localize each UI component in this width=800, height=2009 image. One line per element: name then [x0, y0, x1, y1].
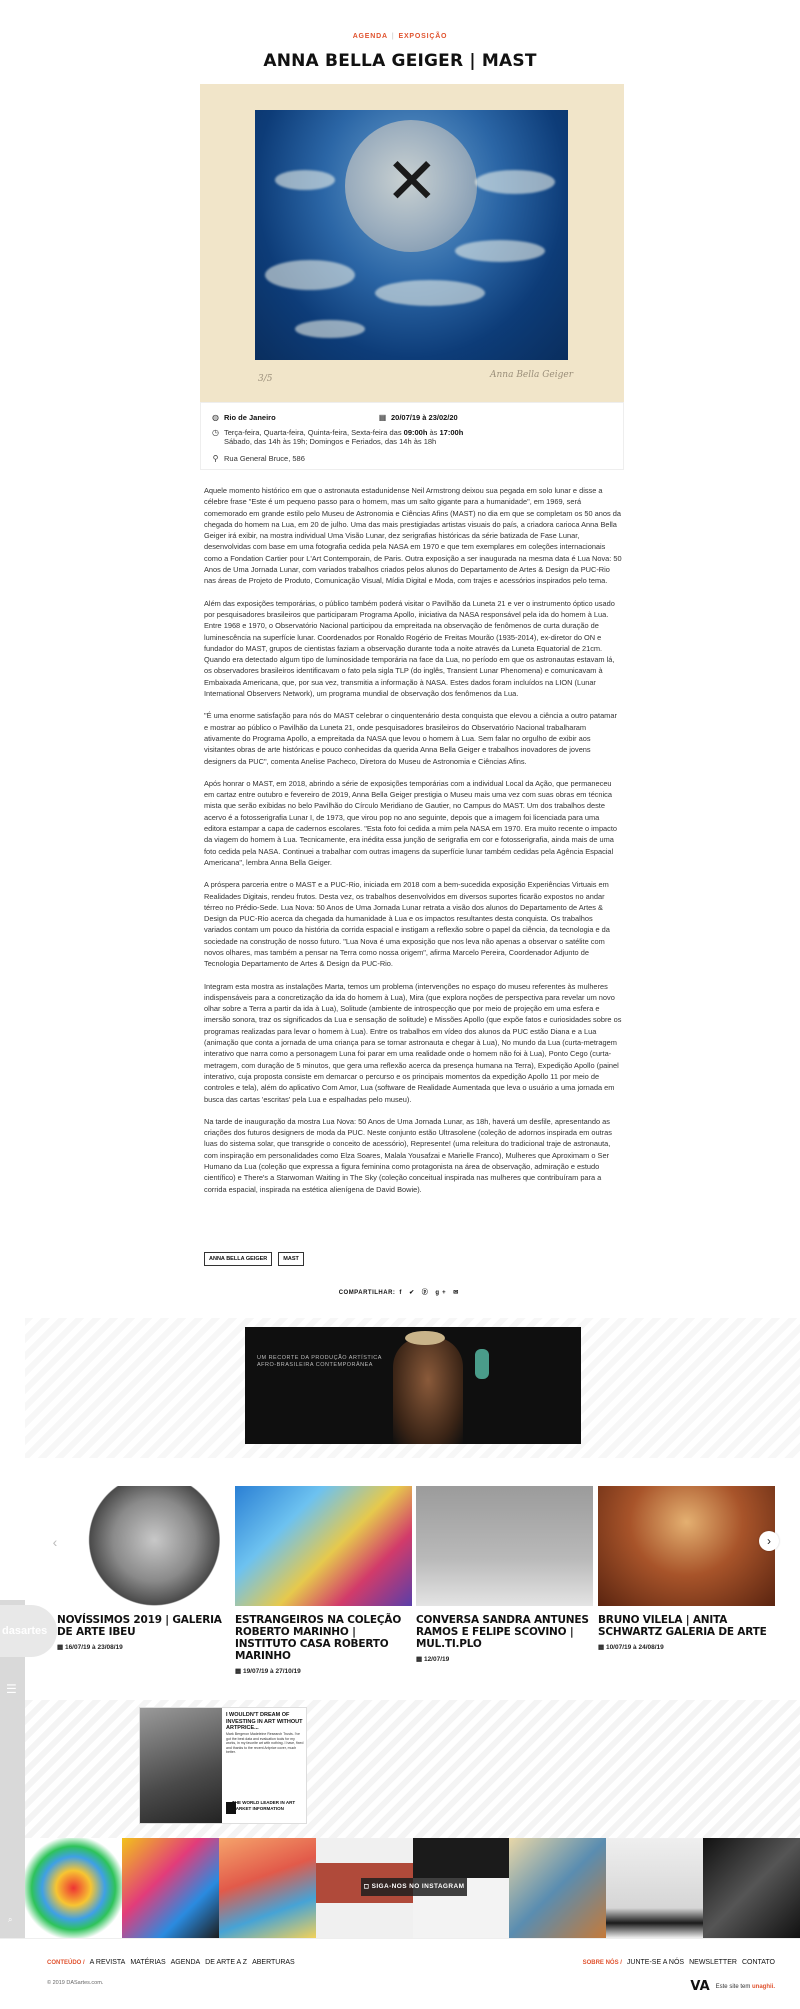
address-text: Rua General Bruce, 586 — [224, 454, 305, 463]
copyright: © 2019 DASartes.com. — [47, 1980, 104, 1986]
category-exposicao[interactable]: EXPOSIÇÃO — [398, 33, 448, 40]
instagram-post[interactable] — [703, 1838, 800, 1938]
footer-link-revista[interactable]: A REVISTA — [89, 1959, 126, 1966]
instagram-post[interactable] — [509, 1838, 606, 1938]
x-mark: ✕ — [385, 145, 439, 219]
artprice-ad-blurb: Mark Bergeron Madeleine Research Trusts. I've got the best data and evaluation tools for my works, in my favorite art with nothing. I have, fixed and thanks to the recent Artprice cover, much better. — [226, 1732, 304, 1755]
footer-link-aberturas[interactable]: ABERTURAS — [252, 1959, 295, 1966]
calendar-icon: ▦ — [57, 1644, 65, 1651]
made-by — [690, 1979, 775, 1994]
artwork-print — [255, 110, 568, 360]
instagram-post[interactable] — [25, 1838, 122, 1938]
edition-mark: 3/5 — [258, 374, 273, 384]
footer-link-materias[interactable]: MATÉRIAS — [130, 1959, 166, 1966]
instagram-post[interactable] — [219, 1838, 316, 1938]
related-card[interactable] — [235, 1486, 412, 1675]
banner-ad[interactable] — [245, 1327, 581, 1444]
article-body — [204, 485, 622, 1206]
hero-artwork — [200, 84, 624, 402]
related-card-date: ▦ 19/07/19 à 27/10/19 — [235, 1668, 301, 1675]
related-card-date: ▦ 16/07/19 à 23/08/19 — [57, 1644, 123, 1651]
paragraph: Além das exposições temporárias, o público também poderá visitar o Pavilhão da Luneta 21 e ver o instrumento óptico usado por pesquisadores brasileiros que participaram Programa Apollo, iniciativa da NASA responsável pela ida do homem à Lua. Entre 1968 e 1970, o Observatório Nacional participou da empreitada na observação de fenômenos de curta duração de luminescência na superfície lunar. Coordenados por Ronaldo Rogério de Freitas Mourão (1935-2014), ex-diretor do ON e fundador do MAST, grupos de cientistas faziam a observação durante toda a noite através da Luneta Equatorial de 21cm. Quando era detectado algum tipo de luminosidade temporária na face da Lua, no período em que os astronautas estavam lá, os observadores brasileiros identificavam o fato pela sigla TLP (do inglês, Transient Lunar Phenomena) e comunicavam à Embaixada Americana, que, por sua vez, transmitia a informação à NASA. Estes dados foram incluídos na LION (Lunar International Observers Network), um programa mundial de observação dos fenômenos da Lua. — [204, 598, 615, 699]
share-bar — [0, 1287, 800, 1296]
ad-text-line2: AFRO-BRASILEIRA CONTEMPORÂNEA — [257, 1362, 373, 1368]
category-separator: | — [391, 33, 395, 40]
hours-weekdays: Terça-feira, Quarta-feira, Quinta-feira, Sexta-feira das — [224, 428, 404, 437]
artprice-ad-headline: I WOULDN'T DREAM OF INVESTING IN ART WITHOUT ARTPRICE... — [226, 1712, 303, 1731]
tag-mast[interactable]: MAST — [278, 1252, 304, 1266]
hours-mid: às — [427, 428, 440, 437]
clock-icon: ◷ — [212, 428, 219, 437]
related-card-image — [598, 1486, 775, 1606]
hours-weekend: Sábado, das 14h às 19h; Domingos e Feriados, das 14h às 18h — [224, 437, 437, 446]
ad-text — [257, 1355, 382, 1369]
related-card-title: BRUNO VILELA | ANITA SCHWARTZ GALERIA DE ARTE — [598, 1614, 767, 1638]
related-card[interactable] — [57, 1486, 234, 1651]
related-card-date: ▦ 10/07/19 à 24/08/19 — [598, 1644, 664, 1651]
carousel-next-arrow[interactable]: › — [759, 1531, 779, 1551]
ad-vase-image — [475, 1349, 489, 1379]
hours-from: 09:00h — [403, 428, 428, 437]
instagram-follow-button[interactable]: ◻ SIGA-NOS NO INSTAGRAM — [361, 1878, 467, 1896]
ad-figure-image — [393, 1337, 463, 1444]
footer-link-newsletter[interactable]: NEWSLETTER — [689, 1959, 737, 1966]
share-label: COMPARTILHAR: — [338, 1290, 396, 1296]
related-card[interactable] — [416, 1486, 593, 1663]
search-icon[interactable]: ⌕ — [8, 1915, 13, 1924]
made-by-text: Este site tem — [715, 1983, 752, 1990]
site-logo[interactable]: dasartes — [0, 1605, 57, 1657]
ad-text-line1: UM RECORTE DA PRODUÇÃO ARTÍSTICA — [257, 1355, 382, 1361]
calendar-icon: ▦ — [598, 1644, 606, 1651]
share-icons[interactable]: f ✔ ⓟ g+ ✉ — [399, 1290, 462, 1296]
made-by-brand[interactable]: unaghii. — [752, 1983, 775, 1990]
artprice-ad[interactable] — [139, 1707, 307, 1824]
location-row — [211, 413, 276, 422]
footer-content-nav — [47, 1959, 295, 1966]
related-card-date: ▦ 12/07/19 — [416, 1656, 450, 1663]
paragraph: Após honrar o MAST, em 2018, abrindo a série de exposições temporárias com a individual Local da Ação, que permaneceu em cartaz entre outubro e fevereiro de 2019, Anna Bella Geiger prestigia o Museu mais uma vez com suas obras em técnica mista que serão exibidas no belo Pavilhão do Círculo Meridiano de Gautier, no Campus do MAST. Um dos trabalhos deste acervo é a fotosserigrafia Lunar I, de 1973, que virou pop no ano seguinte, depois que a imagem foi licenciada para uma editora estampar a capa de cadernos escolares. "Esta foto foi cedida a mim pela NASA em 1970. Era muito recente o impacto da viagem do homem à Lua. Tecnicamente, era inédita essa junção de serigrafia em cor e fotosserigrafia, ainda mais de uma foto cedida pela NASA. Continuei a trabalhar com outras imagens da superfície lunar também cedidas pela Agência Espacial Americana", lembra Anna Bella Geiger. — [204, 778, 618, 867]
menu-icon[interactable]: ☰ — [6, 1682, 17, 1696]
dates-row — [378, 413, 458, 422]
related-card-title: CONVERSA SANDRA ANTUNES RAMOS E FELIPE SCOVINO | MUL.TI.PLO — [416, 1614, 589, 1650]
footer-link-agenda[interactable]: AGENDA — [170, 1959, 201, 1966]
category-links — [0, 33, 800, 40]
tag-anna-bella-geiger[interactable]: ANNA BELLA GEIGER — [204, 1252, 272, 1266]
related-card-title: ESTRANGEIROS NA COLEÇÃO ROBERTO MARINHO | INSTITUTO CASA ROBERTO MARINHO — [235, 1614, 402, 1662]
artist-signature: Anna Bella Geiger — [490, 370, 574, 380]
footer-link-contato[interactable]: CONTATO — [741, 1959, 775, 1966]
related-card-image — [416, 1486, 593, 1606]
paragraph: Aquele momento histórico em que o astronauta estadunidense Neil Armstrong deixou sua pegada em solo lunar e disse a célebre frase "Este é um pequeno passo para o homem, mas um salto gigante para a humanidade", em 1969, será comemorado em grande estilo pelo Museu de Astronomia e Ciências Afins (MAST) no dia em que se completam os 50 anos da chegada do homem na Lua, em 20 de julho. Uma das mais prestigiadas artistas visuais do país, a criadora carioca Anna Bella Geiger irá exibir, na mostra individual Uma Visão Lunar, dez serigrafias históricas da série batizada de Fase Lunar, desenvolvidas com base em uma fotografia cedida pela NASA em 1970 e que tem exemplares em coleções internacionais como a Fondation Cartier pour L'Art Contemporain, de Paris. Outra exposição a ser inaugurada na mesma data é Lua Nova: 50 Anos de Uma Jornada Lunar, com variados trabalhos criados pelos alunos do Departamento de Artes & Design da PUC-Rio nas áreas de Projeto de Produto, Comunicação Visual, Mídia Digital e Moda, com trajes e acessórios inspirados pelo tema. — [204, 486, 622, 586]
ad-hat-image — [405, 1331, 445, 1345]
related-card[interactable] — [598, 1486, 775, 1651]
calendar-icon: ▦ — [378, 413, 387, 422]
footer-content-label: CONTEÚDO / — [47, 1959, 85, 1966]
dates-text: 20/07/19 à 23/02/20 — [391, 413, 458, 422]
paragraph: Na tarde de inauguração da mostra Lua Nova: 50 Anos de Uma Jornada Lunar, as 18h, haverá um desfile, apresentando as criações dos futuros designers de moda da PUC. Neste conjunto estão Ultrasolene (coleção de adornos inspirada em outras luas do sistema solar, que transgride o conceito de acessório), Represente! (uma releitura do tradicional traje de astronauta, com inspiração em personalidades como Elza Soares, Malala Yousafzai e Marielle Franco), Mulheres que Aproximam o Ser Humano da Lua (coleção que expressa a figura feminina como protagonista na área de observação, admiração e estudo científico) e There's a Starwoman Waiting in The Sky (coleção conceitual inspirada nas mulheres que contribuíram para a corrida espacial, inspirada na estética alienígena de David Bowie). — [204, 1116, 612, 1194]
footer-about-label: SOBRE NÓS / — [582, 1959, 622, 1966]
page-title: ANNA BELLA GEIGER | MAST — [263, 51, 537, 71]
location-text: Rio de Janeiro — [224, 413, 276, 422]
artprice-ad-photo — [140, 1708, 222, 1824]
tag-list — [204, 1252, 304, 1266]
footer-about-nav — [583, 1959, 775, 1966]
address-row — [211, 454, 305, 463]
event-info — [200, 402, 624, 470]
related-carousel — [57, 1486, 777, 1675]
paragraph: "É uma enorme satisfação para nós do MAST celebrar o cinquentenário desta conquista que elevou a ciência a outro patamar e mostrar ao público o Pavilhão da Luneta 21, onde pesquisadores brasileiros do Observatório Nacional trabalharam ativamente do Programa Apollo, a empreitada da NASA que levou o homem à Lua. Sem falar no orgulho de exibir aos visitantes obras de arte históricas e pouco conhecidas da querida Anna Bella Geiger e trabalhos inovadores de jovens designers da PUC", comenta Anelise Pacheco, Diretora do Museu de Astronomia e Ciências Afins. — [204, 711, 617, 766]
paragraph: A próspera parceria entre o MAST e a PUC-Rio, iniciada em 2018 com a bem-sucedida exposição Experiências Virtuais em Realidades Digitais, rendeu frutos. Desta vez, os trabalhos desenvolvidos em diversos suportes ficarão expostos no andar térreo no Prédio-Sede. Lua Nova: 50 Anos de Uma Jornada Lunar retrata a visão dos alunos do Departamento de Artes & Design da PUC-Rio acerca da chegada da humanidade à Lua e os impactos resultantes desta conquista. Os trabalhos variados contam um pouco da história da corrida espacial e instigam a reflexão sobre o papel da ciência, da tecnologia e da sociedade na construção de nosso futuro. "Lua Nova é uma exposição que nos leva não apenas a observar o satélite com novos olhares, mas também a pensar na Terra como nossa origem", afirma Marcelo Pereira, Coordenador Adjunto de Tecnologia Departamento de Artes & Design da PUC-Rio. — [204, 880, 610, 969]
related-card-image — [235, 1486, 412, 1606]
artprice-ad-footer: THE WORLD LEADER IN ART MARKET INFORMATION — [232, 1800, 296, 1811]
instagram-post[interactable] — [606, 1838, 703, 1938]
category-agenda[interactable]: AGENDA — [352, 33, 388, 40]
unaghii-logo-icon: VA — [690, 1979, 710, 1994]
instagram-post[interactable] — [122, 1838, 219, 1938]
footer-link-junte-se[interactable]: JUNTE-SE A NÓS — [626, 1959, 685, 1966]
hours-to: 17:00h — [439, 428, 464, 437]
hours-row — [211, 428, 463, 446]
instagram-icon: ◻ — [363, 1883, 372, 1890]
calendar-icon: ▦ — [416, 1656, 424, 1663]
related-card-image — [57, 1486, 234, 1606]
globe-icon: ◍ — [212, 413, 219, 422]
footer-link-de-arte-a-z[interactable]: DE ARTE A Z — [205, 1959, 248, 1966]
paragraph: Integram esta mostra as instalações Marta, temos um problema (intervenções no espaço do museu referentes às mulheres indispensáveis para a concretização da ida do homem à Lua), Mira (que explora noções de perspectiva para revelar um novo olhar sobre a Terra a partir da ida à Lua), Solitude (ambiente de introspecção que por meio de projeção em uma esfera e imersão sonora, traz os significados da Lua e sensação de solitude) e Missões Apollo (que expõe fatos e curiosidades sobre os programas realizadas para levar o homem à Lua). Entre os trabalhos em vídeo dos alunos da PUC estão Diana e a Lua (animação que conta a jornada de uma criança para se tornar astronauta e chegar à Lua), No mundo da Lua (curta-metragem interativo que narra como a personagem Luna foi parar em uma realidade onde o homem não foi à Lua), Ponto Cego (curta-metragem, com duração de 5 minutos, que gera uma reflexão acerca da presença humana na Terra), Expedição Apollo (painel interativo, cuja proposta consiste em demarcar o percurso e os principais momentos da expedição Apollo 11 por meio de controles e tela), além do aplicativo Com Amor, Lua (software de Realidade Aumentada que leva o usuário a uma jornada em busca das cartas 'escritas' pela Lua e espalhadas pelo museu). — [204, 981, 622, 1104]
related-card-title: NOVÍSSIMOS 2019 | GALERIA DE ARTE IBEU — [57, 1614, 222, 1638]
carousel-prev-arrow[interactable]: ‹ — [52, 1534, 58, 1550]
calendar-icon: ▦ — [235, 1668, 243, 1675]
site-footer — [0, 1938, 800, 2009]
map-pin-icon: ⚲ — [212, 454, 219, 463]
